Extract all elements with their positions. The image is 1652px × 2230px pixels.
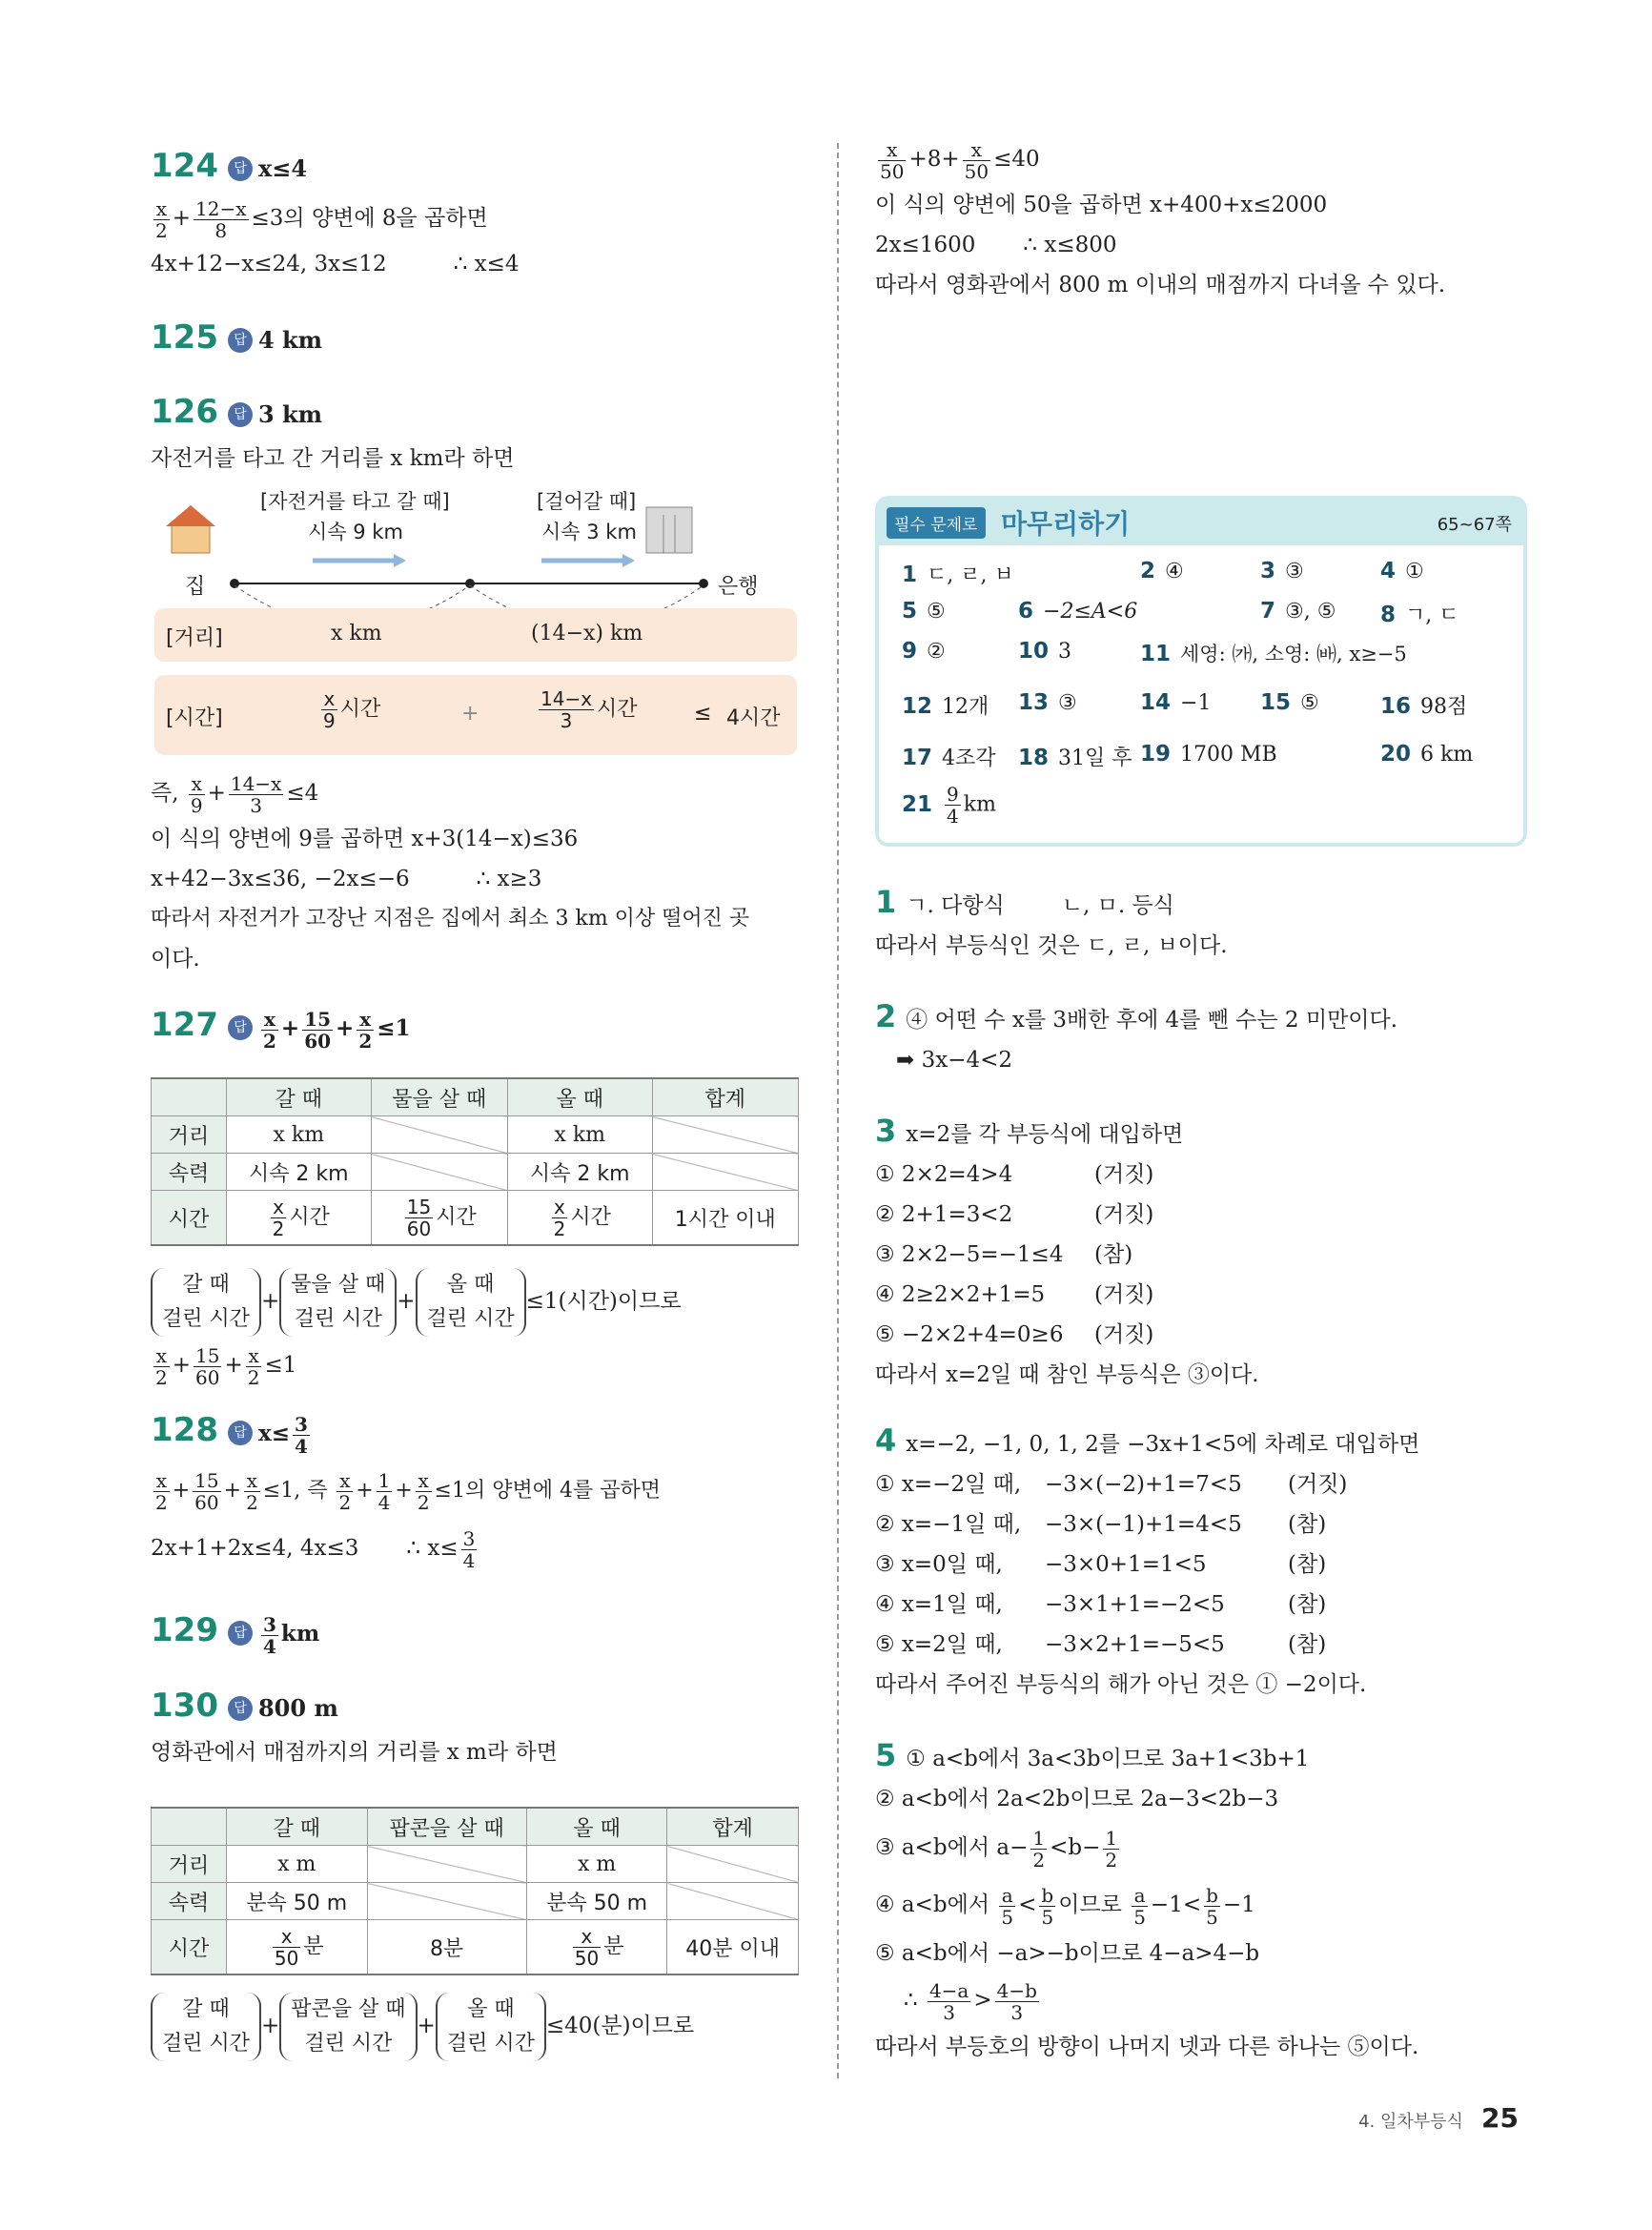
problem-127: 127 답 $\frac{x}{2}$ + $\frac{15}{60}$ + $\frac{x}{2}$ ≤1 [151,1006,411,1053]
problem-129: 129 답 $\frac{3}{4}$ km [151,1611,320,1658]
problem-126-solution: 즉, $\frac{x}{9}$ + $\frac{14-x}{3}$ ≤4 이 식의 양변에 9를 곱하면 x+3(14−x)≤36 x+42−3x≤36, −2x≤−6 ∴ x≥3 따라서 자전거가 고장난 지점은 집에서 최소 3 km 이상 떨어진 곳 이다. [151,771,750,972]
solution-2: 2 ④ 어떤 수 x를 3배한 후에 4를 뺀 수는 2 미만이다. ➡ 3x−4<2 [875,998,1398,1073]
problem-127-solution: 갈 때 걸린 시간+물을 살 때 걸린 시간+올 때 걸린 시간≤1(시간)이므로 $\frac{x}{2}$ + $\frac{15}{60}$ + $\frac{x}{2}$ ≤1 [151,1263,799,1391]
house-roof [166,505,215,526]
time-band: [시간] $\frac{x}{9}$ 시간 + $\frac{14-x}{3}$ 시간 ≤ 4시간 [154,675,797,755]
problem-130-solution: 갈 때 걸린 시간+팝콘을 살 때 걸린 시간+올 때 걸린 시간≤40(분)이므로 [151,1988,799,2064]
chapter-label: 4. 일차부등식 [1358,2112,1463,2132]
problem-125: 125 답 4 km [151,318,323,357]
solution-5: 5 ① a<b에서 3a<3b이므로 3a+1<3b+1 ② a<b에서 2a<2b이므로 2a−3<2b−3 ③ a<b에서 a− $\frac{1}{2}$ <b− $\frac{1}{2}$ ④ a<b에서 $\frac{a}{5}$ < $\frac{b}{5}$ 이므로 $\frac{a}{5}$ −1< $\frac{b}{5}$ −1 ⑤ a<b에서 −a>−b이므로 4−a>4−b ∴ $\frac{4-a}{3}$ > $\frac{4-b}{3}$ 따라서 부등호의 방향이 나머지 넷과 다른 하나는 ⑤이다. [875,1737,1419,2059]
bank-icon [646,507,692,553]
review-answers-box: 필수 문제로 마무리하기 65~67쪽 1 ㄷ, ㄹ, ㅂ 2 ④ 3 ③ 4 ① 5 ⑤ 6 −2≤A<6 7 ③, ⑤ 8 ㄱ, ㄷ 9 ② 10 3 11 세영: ㈎, 소영: ㈓, x≥−5 12 12개 13 ③ 14 −1 15 ⑤ 16 98점 17 4조각 18 31일 후 19 1700 MB 20 6 km 21 $\frac{9}{4}$ km [875,496,1527,847]
fraction: $\frac{12-x}{8}$ [195,196,247,242]
answer: x≤4 [257,154,308,182]
page-footer [1358,2102,1519,2134]
solution-1: 1 ㄱ. 다항식 ㄴ, ㅁ. 등식 따라서 부등식인 것은 ㄷ, ㄹ, ㅂ이다. [875,884,1228,958]
solution-4: 4 x=−2, −1, 0, 1, 2를 −3x+1<5에 차례로 대입하면 ① x=−2일 때, −3×(−2)+1=7<5 (거짓) ② x=−1일 때, −3×(−1)+1=4<5 (참) ③ x=0일 때, −3×0+1=1<5 (참) ④ x=1일 때, −3×1+1=−2<5 (참) ⑤ x=2일 때, −3×2+1=−5<5 (참) 따라서 주어진 부등식의 해가 아닌 것은 ① −2이다. [875,1422,1420,1697]
problem-130: 130 답 800 m 영화관에서 매점까지의 거리를 x m라 하면 [151,1687,558,1765]
review-title: 마무리하기 [1001,508,1131,540]
answer-badge: 답 [228,156,253,181]
house-icon [172,524,210,553]
problem-number: 124 [151,147,218,185]
column-divider [837,143,839,2078]
table-127: 갈 때 물을 살 때 올 때 합계 거리 x km x km 속력 시속 2 km 시속 2 km 시간 $\frac{x}{2}$ 시간 $\frac{15}{60}$ 시간 $\frac{x}{2}$ 시간 1시간 이내 [151,1077,799,1246]
review-box-header [879,500,1523,545]
problem-124: 124 답 x≤4 $\frac{x}{2}$ + $\frac{12-x}{8}$ ≤3의 양변에 8을 곱하면 4x+12−x≤24, 3x≤12 ∴ x≤4 [151,147,520,276]
problem-128: 128 답 x≤ $\frac{3}{4}$ $\frac{x}{2}$ + $\frac{15}{60}$ + $\frac{x}{2}$ ≤1, 즉 $\frac{x}{2}$ + $\frac{1}{4}$ + $\frac{x}{2}$ ≤1의 양변에 4를 곱하면 2x+1+2x≤4, 4x≤3 ∴ x≤ $\frac{3}{4}$ [151,1411,661,1572]
fraction: $\frac{x}{2}$ [155,196,168,242]
problem-126: 126 답 3 km 자전거를 타고 간 거리를 x km라 하면 [151,393,515,471]
distance-band: [거리] x km (14−x) km [154,608,797,662]
problem-130-continued: $\frac{x}{50}$ +8+ $\frac{x}{50}$ ≤40 이 식의 양변에 50을 곱하면 x+400+x≤2000 2x≤1600 ∴ x≤800 따라서 영화관에서 800 m 이내의 매점까지 다녀올 수 있다. [875,137,1446,297]
solution-3: 3 x=2를 각 부등식에 대입하면 ① 2×2=4>4 (거짓) ② 2+1=3<2 (거짓) ③ 2×2−5=−1≤4 (참) ④ 2≥2×2+1=5 (거짓) ⑤ −2×2+4=0≥6 (거짓) 따라서 x=2일 때 참인 부등식은 ③이다. [875,1113,1259,1387]
table-130: 갈 때 팝콘을 살 때 올 때 합계 거리 x m x m 속력 분속 50 m 분속 50 m 시간 $\frac{x}{50}$ 분 8분 $\frac{x}{50}$ 분 40분 이내 [151,1807,799,1975]
page-number: 25 [1481,2102,1519,2134]
distance-time-diagram: [자전거를 타고 갈 때] 시속 9 km [걸어갈 때] 시속 3 km 집 은행 [거리] x km (14−x) km [시간] $\frac{x}{9}$ 시간 + $\frac{14-x}{3}$ 시간 ≤ 4시간 [151,486,799,877]
review-pages: 65~67쪽 [1437,515,1512,535]
review-tag: 필수 문제로 [887,507,986,539]
